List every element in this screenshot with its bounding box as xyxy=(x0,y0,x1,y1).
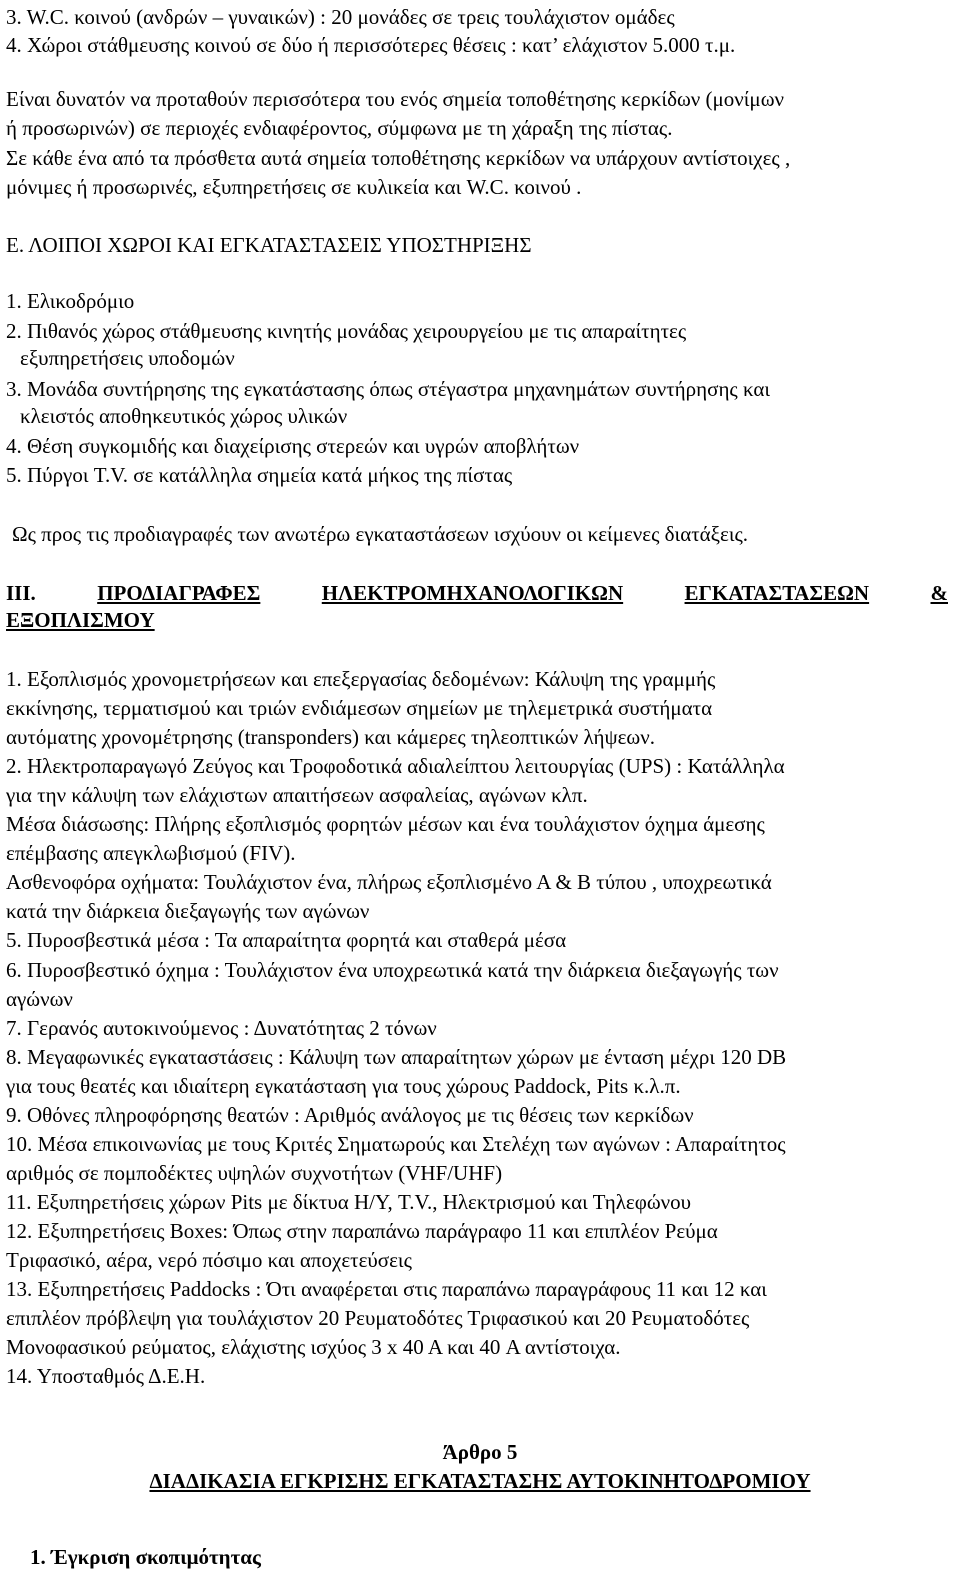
spec-line: αριθμός σε πομποδέκτες υψηλών συχνοτήτων (VHF/UHF) xyxy=(6,1161,503,1185)
list-item-continuation: κλειστός αποθηκευτικός χώρος υλικών xyxy=(20,404,348,428)
approval-heading: 1. Έγκριση σκοπιμότητας xyxy=(30,1545,261,1569)
spec-line: επέμβασης απεγκλωβισμού (FIV). xyxy=(6,841,296,865)
spec-line: 11. Εξυπηρετήσεις χώρων Pits με δίκτυα Η/Υ, T.V., Ηλεκτρισμού και Τηλεφώνου xyxy=(6,1190,692,1214)
spec-line: 2. Ηλεκτροπαραγωγό Ζεύγος και Τροφοδοτικά αδιαλείπτου λειτουργίας (UPS) : Κατάλληλα xyxy=(6,754,785,778)
spec-line: 1. Εξοπλισμός χρονομετρήσεων και επεξεργασίας δεδομένων: Κάλυψη της γραμμής xyxy=(6,667,716,691)
paragraph-line: μόνιμες ή προσωρινές, εξυπηρετήσεις σε κυλικεία και W.C. κοινού . xyxy=(6,175,582,199)
spec-line: αυτόματης χρονομέτρησης (transponders) και κάμερες τηλεοπτικών λήψεων. xyxy=(6,725,656,749)
spec-line: επιπλέον πρόβλεψη για τουλάχιστον 20 Ρευματοδότες Τριφασικού και 20 Ρευματοδότες xyxy=(6,1306,750,1330)
spec-line: Τριφασικό, αέρα, νερό πόσιμο και αποχετεύσεις xyxy=(6,1248,412,1272)
spec-line: 9. Οθόνες πληροφόρησης θεατών : Αριθμός ανάλογος με τις θέσεις των κερκίδων xyxy=(6,1103,694,1127)
spec-line: 12. Εξυπηρετήσεις Boxes: Όπως στην παραπάνω παράγραφο 11 και επιπλέον Ρεύμα xyxy=(6,1219,718,1243)
article-subtitle: ΔΙΑΔΙΚΑΣΙΑ ΕΓΚΡΙΣΗΣ ΕΓΚΑΤΑΣΤΑΣΗΣ ΑΥΤΟΚΙΝΗΤΟΔΡΟΜΙΟΥ xyxy=(149,1469,811,1493)
section-e-title: Ε. ΛΟΙΠΟΙ ΧΩΡΟΙ ΚΑΙ ΕΓΚΑΤΑΣΤΑΣΕΙΣ ΥΠΟΣΤΗΡΙΞΗΣ xyxy=(6,233,532,257)
article-title: Άρθρο 5 xyxy=(442,1440,518,1464)
list-item: 1. Ελικοδρόμιο xyxy=(6,289,135,313)
spec-line: 7. Γερανός αυτοκινούμενος : Δυνατότητας 2 τόνων xyxy=(6,1016,437,1040)
paragraph-line: ή προσωρινών) σε περιοχές ενδιαφέροντος, σύμφωνα με τη χάραξη της πίστας. xyxy=(6,116,673,140)
spec-line: 6. Πυροσβεστικό όχημα : Τουλάχιστον ένα υποχρεωτικά κατά την διάρκεια διεξαγωγής των xyxy=(6,958,779,982)
list-item: 3. Μονάδα συντήρησης της εγκατάστασης όπως στέγαστρα μηχανημάτων συντήρησης και xyxy=(6,377,771,401)
list-item-continuation: εξυπηρετήσεις υποδομών xyxy=(20,346,235,370)
list-item: 5. Πύργοι T.V. σε κατάλληλα σημεία κατά μήκος της πίστας xyxy=(6,463,513,487)
spec-line: 10. Μέσα επικοινωνίας με τους Κριτές Σηματωρούς και Στελέχη των αγώνων : Απαραίτητος xyxy=(6,1132,786,1156)
spec-line: για την κάλυψη των ελάχιστων απαιτήσεων ασφαλείας, αγώνων κλπ. xyxy=(6,783,588,807)
specs-note: Ως προς τις προδιαγραφές των ανωτέρω εγκαταστάσεων ισχύουν οι κείμενες διατάξεις. xyxy=(12,522,749,546)
spec-line: 5. Πυροσβεστικά μέσα : Τα απαραίτητα φορητά και σταθερά μέσα xyxy=(6,928,567,952)
spec-line: κατά την διάρκεια διεξαγωγής των αγώνων xyxy=(6,899,370,923)
list-item: 4. Θέση συγκομιδής και διαχείρισης στερεών και υγρών αποβλήτων xyxy=(6,434,580,458)
spec-line: για τους θεατές και ιδιαίτερη εγκατάσταση για τους χώρους Paddock, Pits κ.λ.π. xyxy=(6,1074,681,1098)
spec-line: Μέσα διάσωσης: Πλήρης εξοπλισμός φορητών μέσων και ένα τουλάχιστον όχημα άμεσης xyxy=(6,812,765,836)
spec-line: αγώνων xyxy=(6,987,73,1011)
spec-line: 8. Μεγαφωνικές εγκαταστάσεις : Κάλυψη των απαραίτητων χώρων με ένταση μέχρι 120 DB xyxy=(6,1045,787,1069)
spec-line: 13. Εξυπηρετήσεις Paddocks : Ότι αναφέρεται στις παραπάνω παραγράφους 11 και 12 και xyxy=(6,1277,767,1301)
paragraph-line: Είναι δυνατόν να προταθούν περισσότερα του ενός σημεία τοποθέτησης κερκίδων (μονίμων xyxy=(6,87,785,111)
spec-line: 14. Υποσταθμός Δ.Ε.Η. xyxy=(6,1364,206,1388)
section-iii-title-line2: ΕΞΟΠΛΙΣΜΟΥ xyxy=(6,608,155,632)
spec-line: Μονοφασικού ρεύματος, ελάχιστης ισχύος 3 x 40 A και 40 A αντίστοιχα. xyxy=(6,1335,621,1359)
list-item: 2. Πιθανός χώρος στάθμευσης κινητής μονάδας χειρουργείου με τις απαραίτητες xyxy=(6,319,687,343)
title-word: ΗΛΕΚΤΡΟΜΗΧΑΝΟΛΟΓΙΚΩΝ xyxy=(321,581,624,605)
title-word: & xyxy=(930,581,948,605)
title-word: ΙΙΙ. xyxy=(6,581,36,605)
list-item-wc: 3. W.C. κοινού (ανδρών – γυναικών) : 20 μονάδες σε τρεις τουλάχιστον ομάδες xyxy=(6,5,675,29)
spec-line: εκκίνησης, τερματισμού και τριών ενδιάμεσων σημείων με τηλεμετρικά συστήματα xyxy=(6,696,713,720)
title-word: ΠΡΟΔΙΑΓΡΑΦΕΣ xyxy=(97,581,261,605)
title-word: ΕΓΚΑΤΑΣΤΑΣΕΩΝ xyxy=(684,581,870,605)
list-item-parking: 4. Χώροι στάθμευσης κοινού σε δύο ή περισσότερες θέσεις : κατ’ ελάχιστον 5.000 τ.μ. xyxy=(6,33,736,57)
spec-line: Ασθενοφόρα οχήματα: Τουλάχιστον ένα, πλήρως εξοπλισμένο Α & Β τύπου , υποχρεωτικά xyxy=(6,870,772,894)
section-iii-title xyxy=(6,580,948,606)
paragraph-line: Σε κάθε ένα από τα πρόσθετα αυτά σημεία τοποθέτησης κερκίδων να υπάρχουν αντίστοιχες , xyxy=(6,146,791,170)
